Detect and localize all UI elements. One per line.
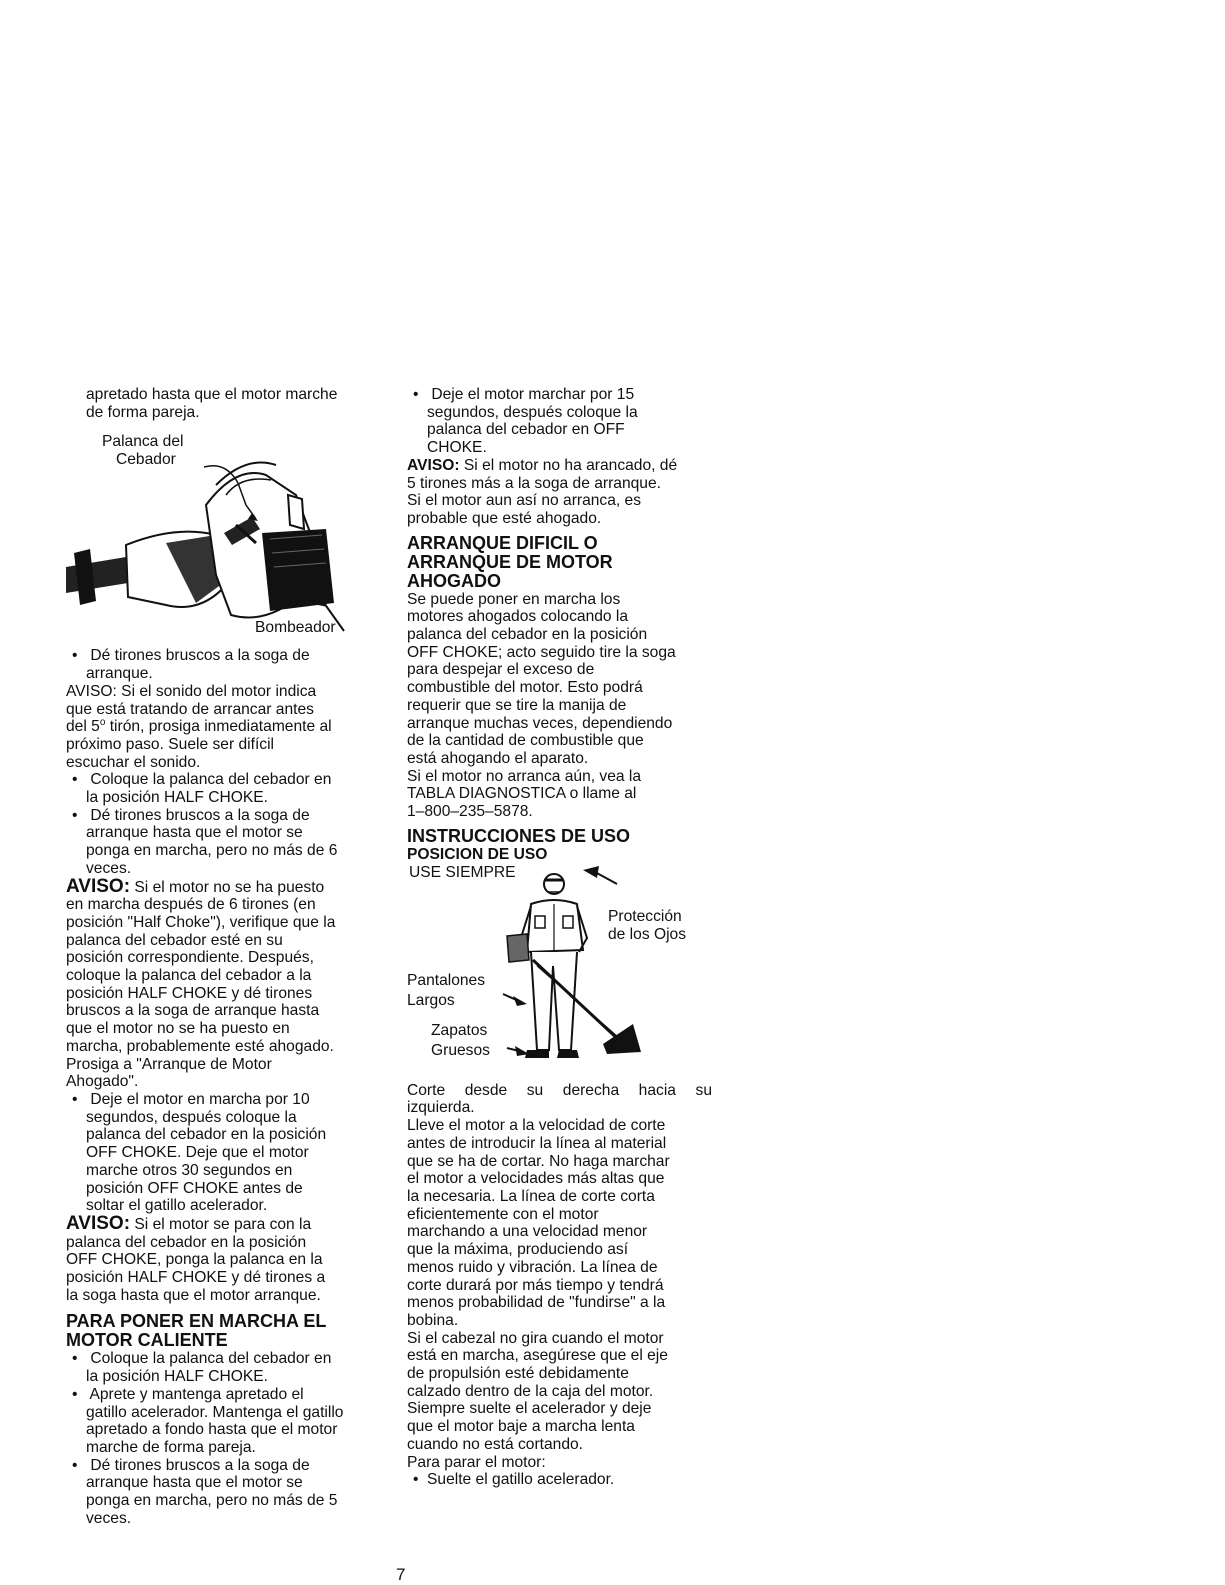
list-item: • Dé tirones bruscos a la soga de arranque.	[66, 647, 382, 682]
label-primer-bulb: Bombeador	[255, 619, 336, 637]
list-item: • Dé tirones bruscos a la soga de arranque hasta que el motor se ponga en marcha, pero no más de 5 veces.	[66, 1457, 382, 1528]
cut-direction-line: Corte desde su derecha hacia su	[407, 1081, 712, 1099]
flooded-paragraph: Se puede poner en marcha los motores ahogados colocando la palanca del cebador en la posición OFF CHOKE; acto seguido tire la soga para despejar el exceso de combustible del motor. Esto podrá requerir que se tire la manija de arranque muchas veces, dependiendo de la cantidad de combustible que está ahogando el aparato. Si el motor no arranca aún, vea la TABLA DIAGNOSTICA o llame al 1–800–235–5878.	[407, 590, 676, 821]
left-column	[66, 386, 382, 1527]
operator-illustration	[407, 864, 712, 1082]
list-item: • Deje el motor en marcha por 10 segundos, después coloque la palanca del cebador en la posición OFF CHOKE. Deje que el motor marche otros 30 segundos en posición OFF CHOKE antes de soltar el gatillo acelerador.	[66, 1091, 382, 1215]
operating-position-figure: USE SIEMPRE Protección de los Ojos Pantalones Largos Zapatos Gruesos	[407, 864, 712, 1082]
aviso-paragraph: AVISO: Si el motor se para con la palanca del cebador en la posición OFF CHOKE, ponga la palanca en la posición HALF CHOKE y dé tirones a la soga hasta que el motor arranque.	[66, 1212, 326, 1304]
list-item: • Aprete y mantenga apretado el gatillo acelerador. Mantenga el gatillo apretado a fondo hasta que el motor marche de forma pareja.	[66, 1386, 382, 1457]
label-choke-lever: Palanca del	[102, 433, 184, 451]
heading-hot-start: PARA PONER EN MARCHA EL MOTOR CALIENTE	[66, 1311, 327, 1351]
label-long-pants: Pantalones	[407, 971, 486, 989]
right-column	[407, 386, 712, 1489]
list-item: • Suelte el gatillo acelerador.	[407, 1471, 712, 1489]
heading-use-instructions: INSTRUCCIONES DE USO	[407, 825, 631, 846]
subheading-use-position: POSICION DE USO	[407, 845, 548, 863]
list-item: • Coloque la palanca del cebador en la posición HALF CHOKE.	[66, 1350, 382, 1385]
intro-text: apretado hasta que el motor marche de forma pareja.	[86, 386, 338, 421]
choke-lever-figure: Palanca del Cebador Bombeador	[66, 425, 382, 647]
heading-flooded-start: ARRANQUE DIFICIL O ARRANQUE DE MOTOR AHOGADO	[407, 532, 613, 591]
aviso-note: AVISO: Si el sonido del motor indica que está tratando de arrancar antes del 5$^o$ tirón, prosiga inmediatamente al próximo paso. Suele ser difícil escuchar el sonido.	[66, 682, 332, 771]
cutting-paragraph: izquierda. Lleve el motor a la velocidad de corte antes de introducir la línea al material que se ha de cortar. No haga marchar el motor a velocidades más altas que la necesaria. La línea de corte corta eficientemente con el motor marchando a una velocidad menor que la máxima, produciendo así menos ruido y vibración. La línea de corte durará por más tiempo y tendrá menos probabilidad de "fundirse" a la bobina. Si el cabezal no gira cuando el motor está en marcha, asegúrese que el eje de propulsión esté debidamente calzado dentro de la caja del motor. Siempre suelte el acelerador y deje que el motor baje a marcha lenta cuando no está cortando. Para parar el motor:	[407, 1099, 670, 1471]
page-number: 7	[396, 1565, 406, 1584]
list-item: • Dé tirones bruscos a la soga de arranque hasta que el motor se ponga en marcha, pero no más de 6 veces.	[66, 807, 382, 878]
label-always-use: USE SIEMPRE	[409, 863, 516, 881]
list-item: • Coloque la palanca del cebador en la posición HALF CHOKE.	[66, 771, 382, 806]
label-eye-protection: Protección	[608, 907, 682, 925]
aviso-paragraph: AVISO: Si el motor no ha arancado, dé 5 tirones más a la soga de arranque. Si el motor aun así no arranca, es probable que esté ahogado.	[407, 456, 678, 527]
label-heavy-shoes: Zapatos	[431, 1021, 488, 1039]
aviso-paragraph: AVISO: Si el motor no se ha puesto en marcha después de 6 tirones (en posición "Half Choke"), verifique que la palanca del cebador esté en su posición correspondiente. Después, coloque la palanca del cebador a la posición HALF CHOKE y dé tirones bruscos a la soga de arranque hasta que el motor no se ha puesto en marcha, probablemente esté ahogado. Prosiga a "Arranque de Motor Ahogado".	[66, 875, 336, 1091]
list-item: • Deje el motor marchar por 15 segundos, después coloque la palanca del cebador en OFF CHOKE.	[407, 386, 712, 457]
trimmer-engine-illustration	[66, 425, 382, 647]
